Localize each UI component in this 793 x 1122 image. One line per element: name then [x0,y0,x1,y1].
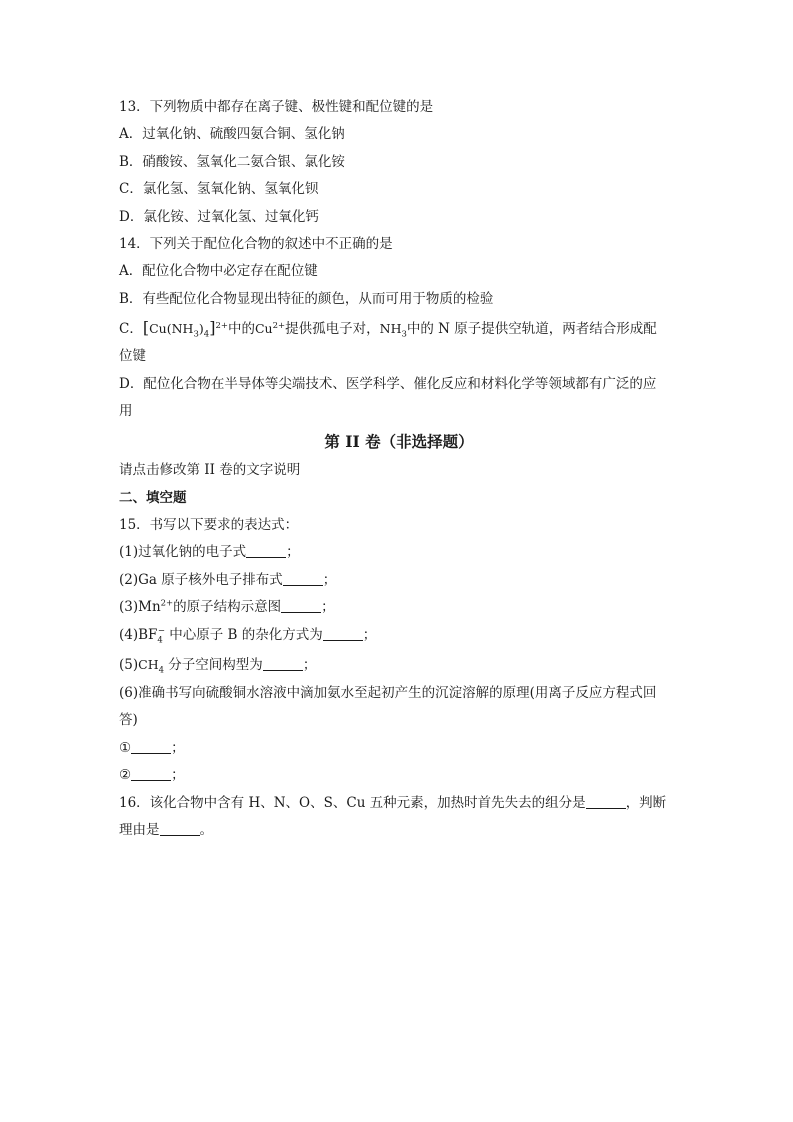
q14-option-a: A．配位化合物中必定存在配位键 [119,263,318,280]
q15-answer2: ② ； [119,767,185,784]
exam-content [119,94,679,844]
q15-stem: 15．书写以下要求的表达式： [119,517,299,534]
answer-blank[interactable] [131,739,171,754]
answer-blank[interactable] [281,598,321,613]
q15-part6-cont: 答) [119,712,138,729]
q14-option-c-cont: 位键 [119,348,146,365]
q14-stem: 14．下列关于配位化合物的叙述中不正确的是 [119,235,393,252]
answer-blank[interactable] [263,656,303,671]
q15-part4: $(4)BF_4^-$ 中心原子 B 的杂化方式为 ； [119,626,377,646]
q16-line2: 理由是 。 [119,821,213,838]
complex-formula: $[Cu(NH_3)_4]^{2+}$ [142,318,228,340]
q15-part3: $(3)Mn^{2+}$的原子结构示意图 ； [119,598,335,616]
answer-blank[interactable] [160,821,200,836]
q13-option-b: B．硝酸铵、氢氧化二氨合银、氯化铵 [119,153,345,170]
answer-blank[interactable] [586,794,626,809]
cu-ion: $Cu^{2+}$ [254,320,286,337]
q14-option-d-cont: 用 [119,402,133,419]
answer-blank[interactable] [323,626,363,641]
answer-blank[interactable] [283,571,323,586]
q14-option-c: C．$[Cu(NH_3)_4]^{2+}$中的$Cu^{2+}$提供孤电子对，$NH_3$中的 N 原子提供空轨道，两者结合形成配 [119,318,657,340]
q13-option-a: A．过氧化钠、硫酸四氨合铜、氢化钠 [119,126,345,143]
section-title: 第 II 卷（非选择题） [324,432,474,452]
section-note[interactable]: 请点击修改第 II 卷的文字说明 [119,462,301,479]
answer-blank[interactable] [131,766,171,781]
q14-option-b: B．有些配位化合物显现出特征的颜色，从而可用于物质的检验 [119,290,494,307]
q16-line1: 16．该化合物中含有 H、N、O、S、Cu 五种元素，加热时首先失去的组分是 ，判断 [119,794,667,811]
nh3-formula: $NH_3$ [379,321,407,340]
q15-part2: (2)Ga 原子核外电子排布式 ； [119,571,337,588]
q15-part6: (6)准确书写向硫酸铜水溶液中滴加氨水至起初产生的沉淀溶解的原理(用离子反应方程式回 [119,685,657,702]
answer-blank[interactable] [246,543,286,558]
q14-option-d: D．配位化合物在半导体等尖端技术、医学科学、催化反应和材料化学等领域都有广泛的应 [119,375,657,392]
q15-part5: $(5)CH_4$ 分子空间构型为 ； [119,657,317,676]
q15-part1: (1)过氧化钠的电子式 ； [119,544,300,561]
q15-answer1: ① ； [119,739,185,756]
q13-option-c: C．氯化氢、氢氧化钠、氢氧化钡 [119,181,319,198]
q13-option-d: D．氯化铵、过氧化氢、过氧化钙 [119,208,319,225]
section-heading: 二、填空题 [119,489,187,506]
q13-stem: 13．下列物质中都存在离子键、极性键和配位键的是 [119,99,434,115]
